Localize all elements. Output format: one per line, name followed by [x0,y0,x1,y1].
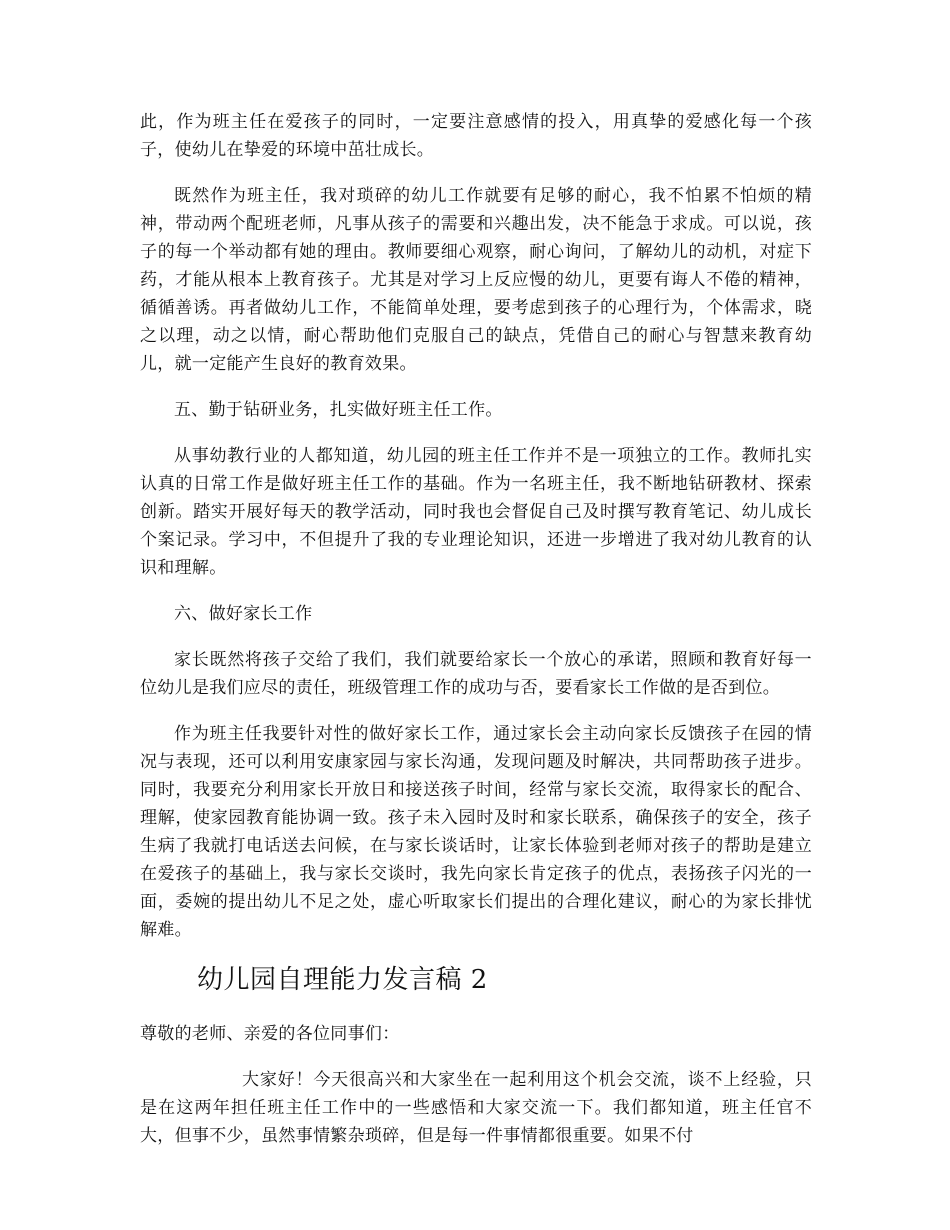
section-heading-six: 六、做好家长工作 [174,604,313,624]
paragraph-parents-work: 作为班主任我要针对性的做好家长工作，通过家长会主动向家长反馈孩子在园的情况与表现，还可以利用安康家园与家长沟通，发现问题及时解决，共同帮助孩子进步。同时，我要充分利用家长开放日和接送孩子时间，经常与家长交流，取得家长的配合、理解，使家园教育能协调一致。孩子未入园时及时和家长联系，确保孩子的安全，孩子生病了我就打电话送去问候，在与家长谈话时，让家长体验到老师对孩子的帮助是建立在爱孩子的基础上，我与家长交谈时，我先向家长肯定孩子的优点，表扬孩子闪光的一面，委婉的提出幼儿不足之处，虚心听取家长们提出的合理化建议，耐心的为家长排忧解难。 [140,724,812,940]
paragraph-patience: 既然作为班主任，我对琐碎的幼儿工作就要有足够的耐心，我不怕累不怕烦的精神，带动两个配班老师，凡事从孩子的需要和兴趣出发，决不能急于求成。可以说，孩子的每一个举动都有她的理由。教师要细心观察，耐心询问，了解幼儿的动机，对症下药，才能从根本上教育孩子。尤其是对学习上反应慢的幼儿，更要有诲人不倦的精神，循循善诱。再者做幼儿工作，不能简单处理，要考虑到孩子的心理行为，个体需求，晓之以理，动之以情，耐心帮助他们克服自己的缺点，凭借自己的耐心与智慧来教育幼儿，就一定能产生良好的教育效果。 [140,186,812,374]
paragraph-parents-trust: 家长既然将孩子交给了我们，我们就要给家长一个放心的承诺，照顾和教育好每一位幼儿是我们应尽的责任，班级管理工作的成功与否，要看家长工作做的是否到位。 [140,650,812,698]
speech-title: 幼儿园自理能力发言稿 2 [197,965,488,995]
section-heading-five: 五、勤于钻研业务，扎实做好班主任工作。 [174,400,503,420]
document-page [140,108,812,1150]
paragraph-research: 从事幼教行业的人都知道，幼儿园的班主任工作并不是一项独立的工作。教师扎实认真的日常工作是做好班主任工作的基础。作为一名班主任，我不断地钻研教材、探索创新。踏实开展好每天的教学活动，同时我也会督促自己及时撰写教育笔记、幼儿成长个案记录。学习中，不但提升了我的专业理论知识，还进一步增进了我对幼儿教育的认识和理解。 [140,446,812,578]
greeting-paragraph: 大家好！今天很高兴和大家坐在一起利用这个机会交流，谈不上经验，只是在这两年担任班主任工作中的一些感悟和大家交流一下。我们都知道，班主任官不大，但事不少，虽然事情繁杂琐碎，但是每一件事情都很重要。如果不付 [140,1070,812,1146]
salutation: 尊敬的老师、亲爱的各位同事们： [140,1024,400,1044]
paragraph-continuation: 此，作为班主任在爱孩子的同时，一定要注意感情的投入，用真挚的爱感化每一个孩子，使幼儿在挚爱的环境中茁壮成长。 [140,112,812,160]
